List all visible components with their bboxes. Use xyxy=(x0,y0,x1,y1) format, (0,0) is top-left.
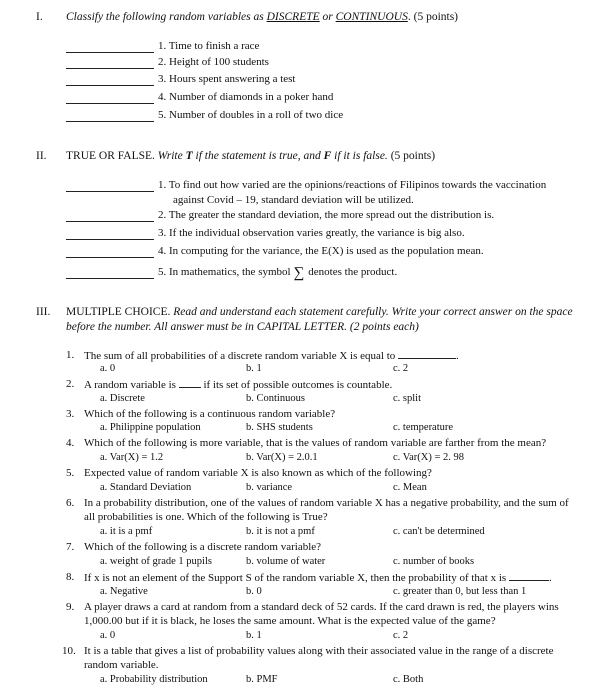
question-1-option-a: a. 0 xyxy=(100,363,116,374)
summation-symbol: ∑ xyxy=(293,265,305,281)
section2-item-5-end: denotes the product. xyxy=(308,266,398,278)
answer-blank-2-1[interactable] xyxy=(66,191,154,192)
section2-number: II. xyxy=(36,150,47,162)
question-8-number: 8. xyxy=(66,571,75,583)
section2-points: (5 points) xyxy=(387,150,436,162)
question-6-text: In a probability distribution, one of the values of random variable X has a negative probability, and the sum of xyxy=(84,497,569,509)
section3-instruction-line2: before the number. All answer must be in CAPITAL LETTER. (2 points each) xyxy=(66,321,419,333)
question-3-option-b: b. SHS students xyxy=(246,422,313,433)
question-2-number: 2. xyxy=(66,378,75,390)
question-5-option-a: a. Standard Deviation xyxy=(100,482,192,493)
section1-or: or xyxy=(319,11,336,23)
question-10-option-c: c. Both xyxy=(393,674,424,685)
question-3-option-c: c. temperature xyxy=(393,422,454,433)
question-1-option-b: b. 1 xyxy=(246,363,262,374)
question-7-option-c: c. number of books xyxy=(393,556,475,567)
section2-instr2: if the statement is true, and xyxy=(192,150,324,162)
question-4-text: Which of the following is more variable, that is the values of random variable are farther from the mean? xyxy=(84,437,547,449)
answer-blank-1-4[interactable] xyxy=(66,103,154,104)
answer-blank-2-3[interactable] xyxy=(66,239,154,240)
question-5-option-c: c. Mean xyxy=(393,482,427,493)
section1-instruction xyxy=(66,11,458,23)
section2-item-2: 2. The greater the standard deviation, the more spread out the distribution is. xyxy=(158,209,495,221)
question-1-text: The sum of all probabilities of a discrete random variable X is equal to . xyxy=(84,350,459,362)
question-9-option-b: b. 1 xyxy=(246,630,262,641)
question-1-stem: The sum of all probabilities of a discrete random variable X is equal to xyxy=(84,350,396,362)
section2-instruction xyxy=(66,150,435,162)
question-3-text: Which of the following is a continuous random variable? xyxy=(84,408,336,420)
question-4-number: 4. xyxy=(66,437,75,449)
question-8-option-a: a. Negative xyxy=(100,586,148,597)
question-2-blank[interactable] xyxy=(179,378,201,388)
question-4-option-b: b. Var(X) = 2.0.1 xyxy=(246,452,318,463)
section1-discrete: DISCRETE xyxy=(266,11,320,23)
question-9-text: A player draws a card at random from a standard deck of 52 cards. If the card drawn is red, the players wins xyxy=(84,601,559,613)
question-10-text-cont: random variable. xyxy=(84,659,159,671)
question-9-number: 9. xyxy=(66,601,75,613)
section2-item-1: 1. To find out how varied are the opinions/reactions of Filipinos towards the vaccination xyxy=(158,179,547,191)
question-6-option-b: b. it is not a pmf xyxy=(246,526,315,537)
question-2-text xyxy=(84,378,392,391)
question-2-option-c: c. split xyxy=(393,393,421,404)
section2-item-5-text: 5. In mathematics, the symbol xyxy=(158,266,291,278)
question-1-option-c: c. 2 xyxy=(393,363,409,374)
question-10-number: 10. xyxy=(62,645,76,657)
question-2-stem: A random variable is xyxy=(84,379,176,391)
section1-points: . (5 points) xyxy=(407,11,459,23)
section3-instruction-line1 xyxy=(66,306,573,318)
answer-blank-1-5[interactable] xyxy=(66,121,154,122)
question-6-text-cont: all probabilities is one. Which of the following is True? xyxy=(84,511,328,523)
question-10-option-b: b. PMF xyxy=(246,674,278,685)
question-7-text: Which of the following is a discrete random variable? xyxy=(84,541,322,553)
question-7-option-a: a. weight of grade 1 pupils xyxy=(100,556,212,567)
section1-item-1: 1. Time to finish a race xyxy=(158,40,260,52)
section3-number: III. xyxy=(36,306,51,318)
answer-blank-2-2[interactable] xyxy=(66,221,154,222)
section2-F: F xyxy=(323,150,332,162)
question-2-option-a: a. Discrete xyxy=(100,393,145,404)
question-6-number: 6. xyxy=(66,497,75,509)
question-8-stem: If x is not an element of the Support S of the random variable X, then the probability of that x is xyxy=(84,572,507,584)
section3-instr-line1: Read and understand each statement carefully. Write your correct answer on the space xyxy=(170,306,573,318)
answer-blank-1-2[interactable] xyxy=(66,68,154,69)
question-8-option-b: b. 0 xyxy=(246,586,262,597)
section2-item-3: 3. If the individual observation varies greatly, the variance is big also. xyxy=(158,227,465,239)
section1-instruction-prefix: Classify the following random variables as xyxy=(66,11,267,23)
answer-blank-1-3[interactable] xyxy=(66,85,154,86)
question-2-option-b: b. Continuous xyxy=(246,393,305,404)
question-1-number: 1. xyxy=(66,349,75,361)
section2-item-5 xyxy=(158,265,397,282)
question-4-option-c: c. Var(X) = 2. 98 xyxy=(393,452,465,463)
section1-continuous: CONTINUOUS xyxy=(335,11,408,23)
answer-blank-1-1[interactable] xyxy=(66,52,154,53)
question-1-blank[interactable] xyxy=(398,349,456,359)
question-10-text: It is a table that gives a list of probability values along with their associated value in the range of a discrete xyxy=(84,645,554,657)
question-5-text: Expected value of random variable X is also known as which of the following? xyxy=(84,467,432,479)
question-7-number: 7. xyxy=(66,541,75,553)
question-3-number: 3. xyxy=(66,408,75,420)
section1-number: I. xyxy=(36,11,43,23)
question-9-text-cont: 1,000.00 but if it is black, he loses the same amount. What is the expected value of the game? xyxy=(84,615,496,627)
question-2-stem-end: if its set of possible outcomes is countable. xyxy=(203,379,393,391)
answer-blank-2-5[interactable] xyxy=(66,278,154,279)
section1-item-2: 2. Height of 100 students xyxy=(158,56,269,68)
question-8-text: If x is not an element of the Support S of the random variable X, then the probability of that x is . xyxy=(84,572,552,584)
answer-blank-2-4[interactable] xyxy=(66,257,154,258)
question-5-option-b: b. variance xyxy=(246,482,293,493)
question-7-option-b: b. volume of water xyxy=(246,556,326,567)
section2-item-4: 4. In computing for the variance, the E(X) is used as the population mean. xyxy=(158,245,484,257)
question-6-option-a: a. it is a pmf xyxy=(100,526,153,537)
section2-title: TRUE OR FALSE. xyxy=(66,150,155,162)
question-8-option-c: c. greater than 0, but less than 1 xyxy=(393,586,527,597)
section3-title: MULTIPLE CHOICE. xyxy=(66,306,171,318)
section1-item-5: 5. Number of doubles in a roll of two dice xyxy=(158,109,344,121)
section2-item-1-cont: against Covid – 19, standard deviation will be utilized. xyxy=(173,194,414,206)
section1-item-3: 3. Hours spent answering a test xyxy=(158,73,296,85)
question-4-option-a: a. Var(X) = 1.2 xyxy=(100,452,164,463)
question-9-option-c: c. 2 xyxy=(393,630,409,641)
section2-instr3: if it is false. xyxy=(331,150,388,162)
question-9-option-a: a. 0 xyxy=(100,630,116,641)
section1-item-4: 4. Number of diamonds in a poker hand xyxy=(158,91,334,103)
question-5-number: 5. xyxy=(66,467,75,479)
question-3-option-a: a. Philippine population xyxy=(100,422,201,433)
section2-T: T xyxy=(185,150,193,162)
section2-instr1: Write xyxy=(154,150,186,162)
question-10-option-a: a. Probability distribution xyxy=(100,674,208,685)
question-8-blank[interactable] xyxy=(509,571,549,581)
question-6-option-c: c. can't be determined xyxy=(393,526,485,537)
